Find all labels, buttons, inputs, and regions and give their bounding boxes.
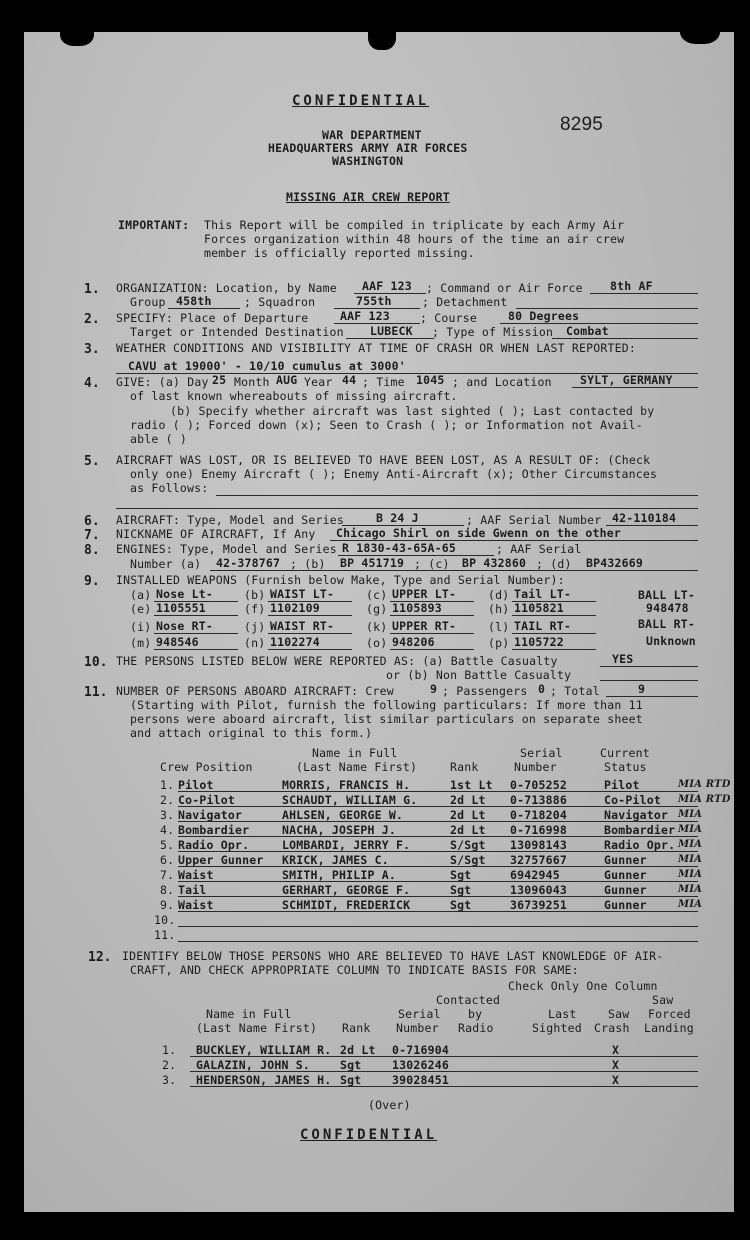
item6-label: ; AAF Serial Number <box>466 513 602 527</box>
witness-rank: Sgt <box>340 1073 362 1087</box>
crew-serial: 0-713886 <box>510 793 567 807</box>
item1-label: ; Squadron <box>244 295 316 309</box>
command-line <box>590 293 698 294</box>
crew-status: Navigator <box>604 808 669 822</box>
weapon-key: (p) <box>488 636 510 650</box>
crew-header-name-2: (Last Name First) <box>296 760 418 774</box>
witness-name: HENDERSON, JAMES H. <box>196 1073 332 1087</box>
witness-serial: 13026246 <box>392 1058 449 1072</box>
crew-row-line <box>178 896 698 897</box>
weapon-value: 948206 <box>392 635 435 649</box>
time-value: 1045 <box>416 373 445 387</box>
item-number: 12. <box>88 950 112 965</box>
weapon-value: 948546 <box>156 635 199 649</box>
weapon-value: Nose Lt- <box>156 587 213 601</box>
item-number: 2. <box>84 312 100 327</box>
weapon-value: Nose RT- <box>156 619 213 633</box>
check-one-label: Check Only One Column <box>508 979 658 993</box>
item11-label: NUMBER OF PERSONS ABOARD AIRCRAFT: Crew <box>116 684 394 698</box>
witness-header-last: Last <box>548 1007 577 1021</box>
weapon-key: (f) <box>244 602 266 616</box>
weapon-value: 1105821 <box>514 601 564 615</box>
crew-row-line <box>178 851 698 852</box>
crew-name: NACHA, JOSEPH J. <box>282 823 396 837</box>
witness-row-number: 2. <box>162 1058 177 1072</box>
battle-casualty-value: YES <box>612 652 634 666</box>
item-number: 6. <box>84 514 100 529</box>
witness-row-number: 1. <box>162 1043 177 1057</box>
weapon-value: 1102109 <box>270 601 320 615</box>
witness-header-forced: Forced <box>648 1007 691 1021</box>
weapon-value: 1102274 <box>270 635 320 649</box>
weather-value: CAVU at 19000' - 10/10 cumulus at 3000' <box>128 359 406 373</box>
crew-rank: S/Sgt <box>450 853 486 867</box>
item3-label: WEATHER CONDITIONS AND VISIBILITY AT TIME OF CRASH OR WHEN LAST REPORTED: <box>116 341 637 355</box>
crew-row-number: 2. <box>160 793 175 807</box>
crew-serial: 6942945 <box>510 868 560 882</box>
crew-row-line <box>178 911 698 912</box>
crew-status: Bombardier <box>604 823 676 837</box>
important-line-2: Forces organization within 48 hours of the time an air crew <box>204 232 625 246</box>
crew-position: Pilot <box>178 778 214 792</box>
page-edge-tear-center <box>368 20 396 50</box>
item4-label: Year <box>304 375 333 389</box>
item6-label: AIRCRAFT: Type, Model and Series <box>116 513 344 527</box>
crew-row-line <box>178 926 698 927</box>
year-value: 44 <box>342 373 357 387</box>
item11-label: ; Total <box>550 684 600 698</box>
crew-status-annotation: MIA <box>678 839 703 850</box>
item8-label: ; AAF Serial <box>496 542 582 556</box>
weapon-key: (m) <box>130 636 152 650</box>
weapon-line <box>268 633 352 634</box>
witness-row-number: 3. <box>162 1073 177 1087</box>
item-number: 9. <box>84 574 100 589</box>
crash-location-line <box>572 387 698 388</box>
mission-value: Combat <box>566 324 609 338</box>
aircraft-serial-value: 42-110184 <box>612 511 677 525</box>
weapon-value: 1105722 <box>514 635 564 649</box>
weapon-line <box>512 633 596 634</box>
crew-row-line <box>178 821 698 822</box>
weapon-key: (l) <box>488 620 510 634</box>
item4-label: radio ( ); Forced down (x); Seen to Crash ( ); or Information not Avail- <box>130 418 643 432</box>
weapon-value: WAIST RT- <box>270 619 335 633</box>
crew-serial: 0-718204 <box>510 808 567 822</box>
crew-row-number: 1. <box>160 778 175 792</box>
important-label: IMPORTANT: <box>118 218 190 232</box>
item-number: 8. <box>84 543 100 558</box>
non-battle-line <box>600 680 698 681</box>
item-number: 10. <box>84 655 108 670</box>
crew-name: SMITH, PHILIP A. <box>282 868 396 882</box>
weapon-key: (b) <box>244 588 266 602</box>
weapon-line <box>390 633 474 634</box>
city-line: WASHINGTON <box>332 154 404 168</box>
important-line-3: member is officially reported missing. <box>204 246 475 260</box>
crew-row-number: 6. <box>160 853 175 867</box>
crew-header-status: Current <box>600 746 650 760</box>
weapon-key: (g) <box>366 602 388 616</box>
item-number: 4. <box>84 376 100 391</box>
crew-row-line <box>178 836 698 837</box>
crew-status-annotation: MIA <box>678 869 703 880</box>
document-number: 8295 <box>560 114 604 135</box>
item8-label: ; (c) <box>414 557 450 571</box>
weapon-value: UPPER RT- <box>392 619 457 633</box>
nickname-value: Chicago Shirl on side Gwenn on the other <box>336 526 621 540</box>
engine-type-value: R 1830-43-65A-65 <box>342 541 456 555</box>
item1-label: ; Command or Air Force <box>426 281 583 295</box>
crew-position: Waist <box>178 868 214 882</box>
page-edge-tear-right <box>680 14 720 44</box>
crew-serial: 32757667 <box>510 853 567 867</box>
weapon-value: UPPER LT- <box>392 587 457 601</box>
item-number: 1. <box>84 282 100 297</box>
total-value: 9 <box>638 682 646 696</box>
ball-rt-serial: Unknown <box>646 634 696 648</box>
witness-header-rank: Rank <box>342 1021 371 1035</box>
battle-casualty-line <box>600 666 698 667</box>
witness-header-by: by <box>468 1007 483 1021</box>
witness-name: BUCKLEY, WILLIAM R. <box>196 1043 332 1057</box>
departure-value: AAF 123 <box>340 309 390 323</box>
crew-row-line <box>178 791 698 792</box>
engine-a-value: 42-378767 <box>216 556 281 570</box>
witness-serial: 0-716904 <box>392 1043 449 1057</box>
group-line <box>168 308 240 309</box>
crew-name: MORRIS, FRANCIS H. <box>282 778 411 792</box>
crash-location-value: SYLT, GERMANY <box>580 373 673 387</box>
item2-label: ; Type of Mission <box>432 325 554 339</box>
crew-rank: 2d Lt <box>450 823 486 837</box>
crew-name: LOMBARDI, JERRY F. <box>282 838 411 852</box>
item-number: 7. <box>84 528 100 543</box>
item5-label: AIRCRAFT WAS LOST, OR IS BELIEVED TO HAVE BEEN LOST, AS A RESULT OF: (Check <box>116 453 651 467</box>
weapon-line <box>390 615 474 616</box>
crew-serial: 36739251 <box>510 898 567 912</box>
weapon-line <box>268 615 352 616</box>
item5-label: as Follows: <box>130 481 209 495</box>
witness-saw-crash-mark: X <box>612 1073 620 1087</box>
weapon-line <box>154 649 238 650</box>
crew-position: Bombardier <box>178 823 250 837</box>
crew-status-annotation: MIA <box>678 824 703 835</box>
crew-header-rank: Rank <box>450 760 479 774</box>
item2-label: ; Course <box>420 311 477 325</box>
crew-status-annotation: MIA <box>678 854 703 865</box>
item4-label: ; and Location <box>452 375 552 389</box>
command-value: 8th AF <box>610 279 653 293</box>
crew-row-line <box>178 881 698 882</box>
department-line: WAR DEPARTMENT <box>322 128 422 142</box>
item-number: 5. <box>84 454 100 469</box>
crew-status: Radio Opr. <box>604 838 676 852</box>
item-number: 11. <box>84 685 108 700</box>
mission-line <box>552 338 698 339</box>
engine-b-value: BP 451719 <box>340 556 405 570</box>
weapon-value: 1105551 <box>156 601 206 615</box>
confidential-heading-top: CONFIDENTIAL <box>292 93 430 109</box>
weapon-key: (e) <box>130 602 152 616</box>
circumstances-line <box>116 508 698 509</box>
crew-rank: Sgt <box>450 868 472 882</box>
crew-serial: 0-705252 <box>510 778 567 792</box>
item4-label: of last known whereabouts of missing aircraft. <box>130 389 458 403</box>
crew-status-annotation: MIA RTD <box>678 779 731 790</box>
witness-rank: 2d Lt <box>340 1043 376 1057</box>
crew-name: SCHMIDT, FREDERICK <box>282 898 411 912</box>
witness-saw-crash-mark: X <box>612 1058 620 1072</box>
witness-header-name: Name in Full <box>206 1007 292 1021</box>
crew-name: AHLSEN, GEORGE W. <box>282 808 404 822</box>
saw-header: Saw <box>652 993 674 1007</box>
crew-rank: 2d Lt <box>450 808 486 822</box>
crew-row-number: 10. <box>154 913 176 927</box>
weapon-line <box>512 615 596 616</box>
item11-label: ; Passengers <box>442 684 528 698</box>
crew-row-number: 8. <box>160 883 175 897</box>
weapon-key: (k) <box>366 620 388 634</box>
weapon-value: 1105893 <box>392 601 442 615</box>
crew-status: Pilot <box>604 778 640 792</box>
crew-count-value: 9 <box>430 682 438 696</box>
page-edge-tear-left <box>60 18 94 46</box>
item4-label: able ( ) <box>130 432 187 446</box>
contacted-header: Contacted <box>436 993 501 1007</box>
engine-d-value: BP432669 <box>586 556 643 570</box>
weapon-line <box>154 615 238 616</box>
aircraft-type-value: B 24 J <box>376 511 419 525</box>
ball-rt-label: BALL RT- <box>638 617 695 631</box>
item5-label: only one) Enemy Aircraft ( ); Enemy Anti-Aircraft (x); Other Circumstances <box>130 467 658 481</box>
witness-header-saw: Saw <box>608 1007 630 1021</box>
item8-label: Number (a) <box>130 557 202 571</box>
witness-row-line <box>190 1056 698 1057</box>
item11-label: (Starting with Pilot, furnish the following particulars: If more than 11 <box>130 698 643 712</box>
item10-label: THE PERSONS LISTED BELOW WERE REPORTED AS: (a) Battle Casualty <box>116 654 558 668</box>
crew-status-annotation: MIA <box>678 884 703 895</box>
target-line <box>346 338 434 339</box>
confidential-heading-bottom: CONFIDENTIAL <box>300 1127 438 1143</box>
weapon-line <box>154 633 238 634</box>
engine-c-value: BP 432860 <box>462 556 527 570</box>
item8-label: ; (d) <box>536 557 572 571</box>
weapon-value: TAIL RT- <box>514 619 571 633</box>
crew-serial: 13096043 <box>510 883 567 897</box>
important-line-1: This Report will be compiled in triplicate by each Army Air <box>204 218 625 232</box>
crew-rank: Sgt <box>450 883 472 897</box>
weapon-key: (h) <box>488 602 510 616</box>
passengers-value: 0 <box>538 682 546 696</box>
weapon-value: Tail LT- <box>514 587 571 601</box>
crew-serial: 0-716998 <box>510 823 567 837</box>
witness-header-radio: Radio <box>458 1021 494 1035</box>
crew-status: Gunner <box>604 898 647 912</box>
crew-row-line <box>178 806 698 807</box>
weapon-line <box>390 649 474 650</box>
witness-header-name-2: (Last Name First) <box>196 1021 318 1035</box>
crew-header-serial: Serial <box>520 746 563 760</box>
crew-header-serial-2: Number <box>514 760 557 774</box>
target-value: LUBECK <box>370 324 413 338</box>
weapon-line <box>268 649 352 650</box>
crew-status-annotation: MIA RTD <box>678 794 731 805</box>
squadron-value: 755th <box>356 294 392 308</box>
course-value: 80 Degrees <box>508 309 580 323</box>
crew-row-number: 4. <box>160 823 175 837</box>
weapon-key: (c) <box>366 588 388 602</box>
ball-lt-serial: 948478 <box>646 601 689 615</box>
over-note: (Over) <box>368 1098 411 1112</box>
witness-header-serial-2: Number <box>396 1021 439 1035</box>
crew-status-annotation: MIA <box>678 809 703 820</box>
witness-header-landing: Landing <box>644 1021 694 1035</box>
item12-label: CRAFT, AND CHECK APPROPRIATE COLUMN TO INDICATE BASIS FOR SAME: <box>130 963 579 977</box>
crew-header-position: Crew Position <box>160 760 253 774</box>
crew-name: SCHAUDT, WILLIAM G. <box>282 793 418 807</box>
witness-row-line <box>190 1086 698 1087</box>
total-line <box>606 696 698 697</box>
day-value: 25 <box>212 373 227 387</box>
item10-label: or (b) Non Battle Casualty <box>386 668 572 682</box>
witness-serial: 39028451 <box>392 1073 449 1087</box>
item4-label: GIVE: (a) Day <box>116 375 209 389</box>
report-title: MISSING AIR CREW REPORT <box>286 190 450 204</box>
weapon-key: (o) <box>366 636 388 650</box>
crew-status: Gunner <box>604 883 647 897</box>
weapon-key: (d) <box>488 588 510 602</box>
crew-row-number: 11. <box>154 928 176 942</box>
item11-label: persons were aboard aircraft, list similar particulars on separate sheet <box>130 712 643 726</box>
witness-header-sighted: Sighted <box>532 1021 582 1035</box>
witness-rank: Sgt <box>340 1058 362 1072</box>
witness-header-serial: Serial <box>398 1007 441 1021</box>
weapon-key: (a) <box>130 588 152 602</box>
item1-label: ORGANIZATION: Location, by Name <box>116 281 337 295</box>
item1-label: Group <box>130 295 166 309</box>
item4-label: ; Time <box>362 375 405 389</box>
witness-header-crash: Crash <box>594 1021 630 1035</box>
item2-label: Target or Intended Destination <box>130 325 344 339</box>
weapon-key: (j) <box>244 620 266 634</box>
crew-status: Co-Pilot <box>604 793 661 807</box>
group-value: 458th <box>176 294 212 308</box>
item8-label: ENGINES: Type, Model and Series <box>116 542 337 556</box>
crew-header-status-2: Status <box>604 760 647 774</box>
crew-name: KRICK, JAMES C. <box>282 853 389 867</box>
crew-header-name: Name in Full <box>312 746 398 760</box>
crew-rank: 1st Lt <box>450 778 493 792</box>
crew-status: Gunner <box>604 868 647 882</box>
ball-lt-label: BALL LT- <box>638 588 695 602</box>
month-value: AUG <box>276 373 298 387</box>
crew-status-annotation: MIA <box>678 899 703 910</box>
item11-label: and attach original to this form.) <box>130 726 373 740</box>
crew-rank: 2d Lt <box>450 793 486 807</box>
crew-rank: Sgt <box>450 898 472 912</box>
witness-row-line <box>190 1071 698 1072</box>
crew-row-line <box>178 941 698 942</box>
weapon-line <box>512 649 596 650</box>
crew-row-number: 9. <box>160 898 175 912</box>
weapon-value: WAIST LT- <box>270 587 335 601</box>
crew-name: GERHART, GEORGE F. <box>282 883 411 897</box>
item4-label: (b) Specify whether aircraft was last sighted ( ); Last contacted by <box>170 404 655 418</box>
crew-position: Waist <box>178 898 214 912</box>
crew-rank: S/Sgt <box>450 838 486 852</box>
engine-serial-line <box>210 570 698 571</box>
witness-name: GALAZIN, JOHN S. <box>196 1058 310 1072</box>
item12-label: IDENTIFY BELOW THOSE PERSONS WHO ARE BELIEVED TO HAVE LAST KNOWLEDGE OF AIR- <box>122 949 664 963</box>
crew-row-number: 3. <box>160 808 175 822</box>
crew-position: Radio Opr. <box>178 838 250 852</box>
item9-label: INSTALLED WEAPONS (Furnish below Make, Type and Serial Number): <box>116 573 565 587</box>
crew-status: Gunner <box>604 853 647 867</box>
weapon-key: (i) <box>130 620 152 634</box>
circumstances-line <box>216 495 698 496</box>
item8-label: ; (b) <box>290 557 326 571</box>
crew-row-number: 7. <box>160 868 175 882</box>
crew-row-number: 5. <box>160 838 175 852</box>
item1-label: ; Detachment <box>422 295 508 309</box>
crew-position: Upper Gunner <box>178 853 264 867</box>
item-number: 3. <box>84 342 100 357</box>
location-value: AAF 123 <box>362 279 412 293</box>
crew-serial: 13098143 <box>510 838 567 852</box>
crew-position: Co-Pilot <box>178 793 235 807</box>
item2-label: SPECIFY: Place of Departure <box>116 311 309 325</box>
hq-line: HEADQUARTERS ARMY AIR FORCES <box>268 141 468 155</box>
crew-row-line <box>178 866 698 867</box>
crew-position: Navigator <box>178 808 243 822</box>
witness-saw-crash-mark: X <box>612 1043 620 1057</box>
item4-label: Month <box>234 375 270 389</box>
weapon-key: (n) <box>244 636 266 650</box>
item7-label: NICKNAME OF AIRCRAFT, If Any <box>116 527 316 541</box>
crew-position: Tail <box>178 883 207 897</box>
